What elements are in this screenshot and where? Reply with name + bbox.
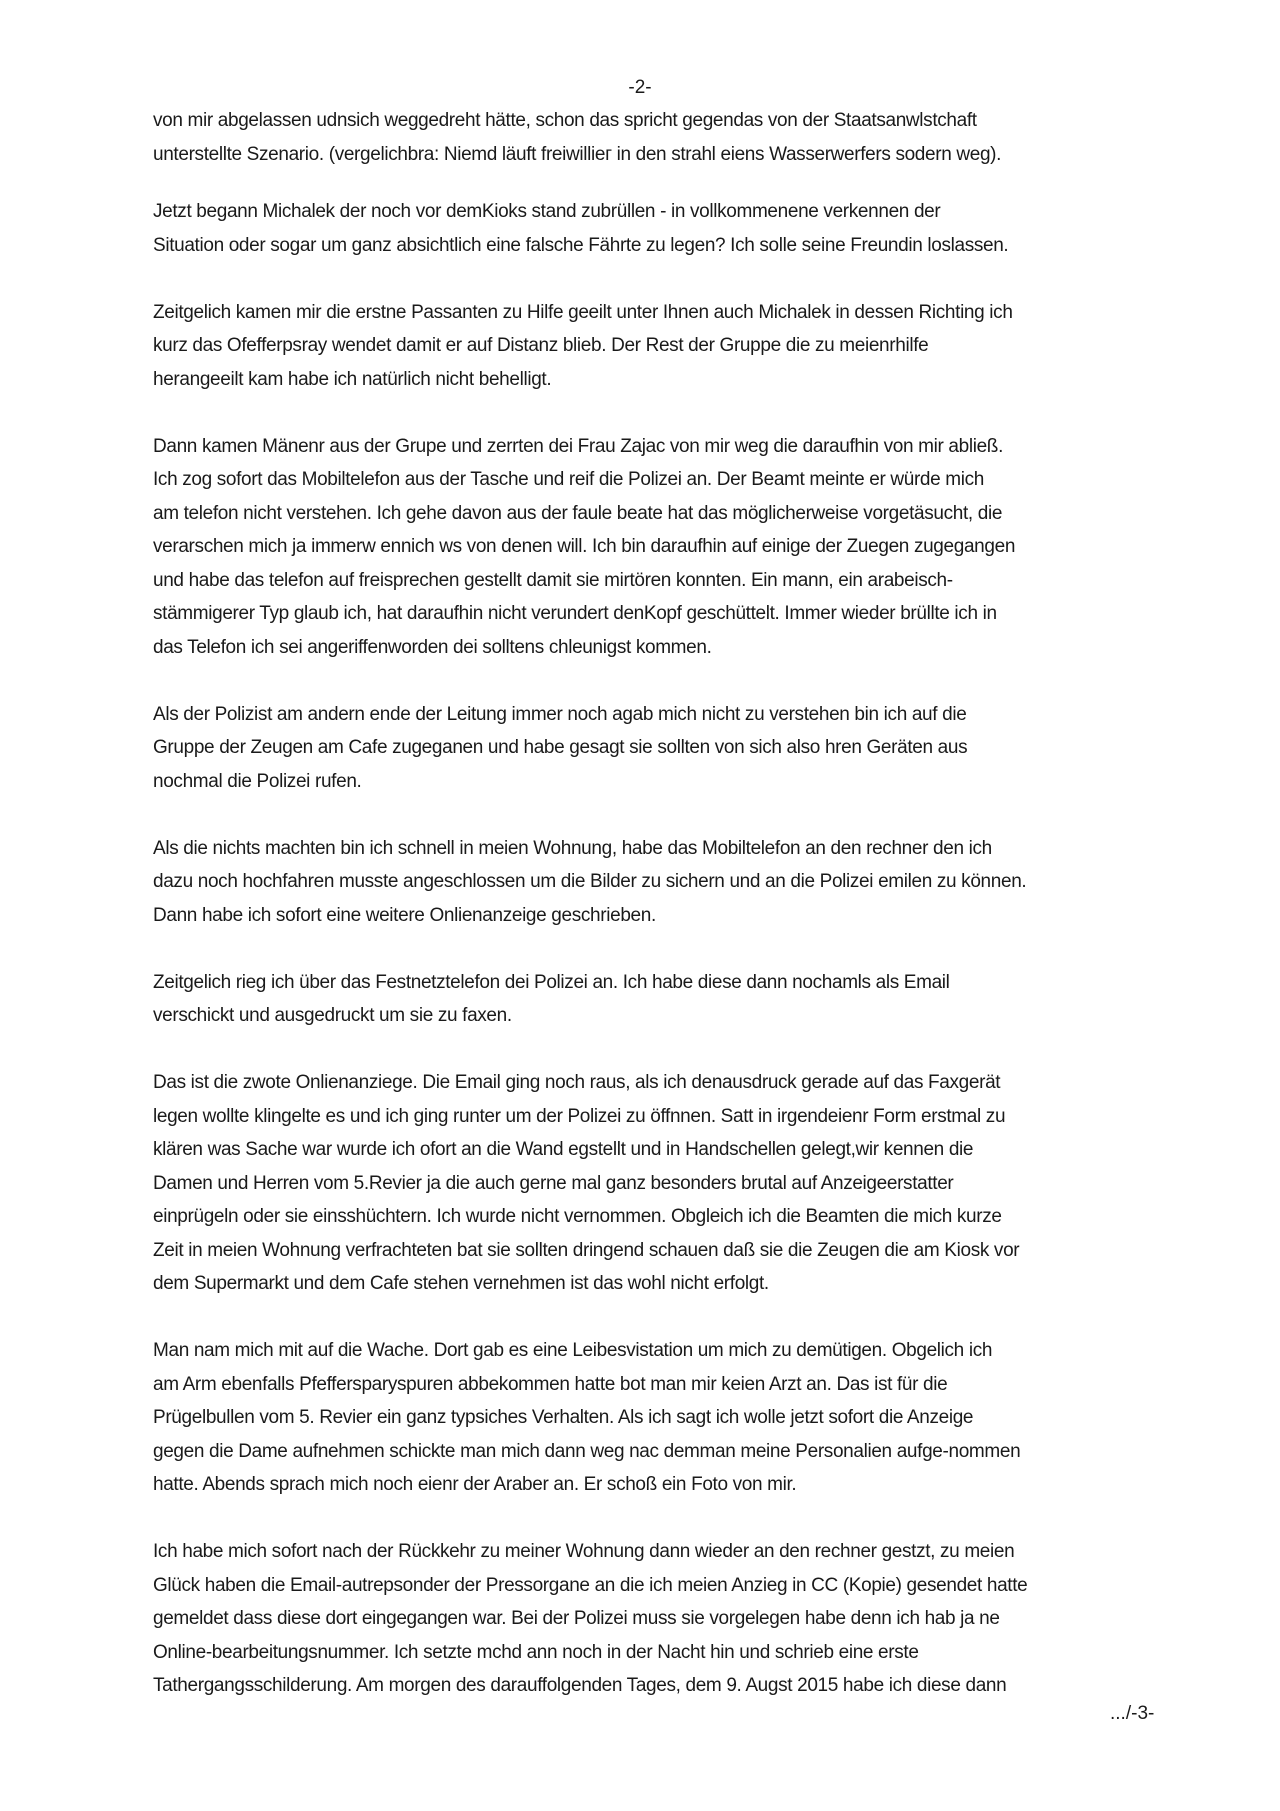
paragraph (153, 966, 1193, 1033)
text-line: Damen und Herren vom 5.Revier ja die auch gerne mal ganz besonders brutal auf Anzeigeerstatter (153, 1172, 954, 1194)
text-line: verarschen mich ja immerw ennich ws von denen will. Ich bin daraufhin auf einige der Zuegen zugegangen (153, 536, 1016, 557)
paragraph (153, 1535, 1193, 1703)
text-line: Situation oder sogar um ganz absichtlich eine falsche Fährte zu legen? Ich solle seine Freundin loslassen. (153, 234, 1009, 256)
text-line: Zeitgelich kamen mir die erstne Passanten zu Hilfe geeilt unter Ihnen auch Michalek in dessen Richting ich (153, 301, 1013, 323)
paragraph (153, 195, 1193, 262)
text-line: hatte. Abends sprach mich noch eienr der Araber an. Er schoß ein Foto von mir. (153, 1474, 797, 1495)
text-line: verschickt und ausgedruckt um sie zu faxen. (153, 1005, 512, 1026)
page-number: -2- (628, 77, 652, 98)
text-line: Dann kamen Mänenr aus der Grupe und zerrten dei Frau Zajac von mir weg die daraufhin von mir abließ. (153, 435, 1003, 457)
text-line: Zeitgelich rieg ich über das Festnetztelefon dei Polizei an. Ich habe diese dann nochamls als Email (153, 971, 950, 993)
text-line: klären was Sache war wurde ich ofort an die Wand egstellt und in Handschellen gelegt,wir kennen die (153, 1139, 974, 1160)
paragraph (153, 430, 1193, 665)
text-line: stämmigerer Typ glaub ich, hat daraufhin nicht verundert denKopf geschüttelt. Immer wieder brüllte ich in (153, 603, 997, 624)
paragraph (153, 104, 1193, 171)
text-line: das Telefon ich sei angeriffenworden dei solltens chleunigst kommen. (153, 636, 712, 658)
text-line: dazu noch hochfahren musste angeschlossen um die Bilder zu sichern und an die Polizei emilen zu können. (153, 871, 1027, 892)
text-line: herangeeilt kam habe ich natürlich nicht behelligt. (153, 368, 552, 390)
document-body (153, 104, 1193, 1736)
text-line: Als der Polizist am andern ende der Leitung immer noch agab mich nicht zu verstehen bin ich auf die (153, 703, 967, 725)
text-line: Das ist die zwote Onlienanziege. Die Email ging noch raus, als ich denausdruck gerade auf das Faxgerät (153, 1072, 1001, 1093)
text-line: Ich zog sofort das Mobiltelefon aus der Tasche und reif die Polizei an. Der Beamt meinte er würde mich (153, 469, 984, 490)
paragraph (153, 832, 1193, 933)
text-line: Man nam mich mit auf die Wache. Dort gab es eine Leibesvistation um mich zu demütigen. Obgelich ich (153, 1340, 993, 1361)
text-line: gemeldet dass diese dort eingegangen war. Bei der Polizei muss sie vorgelegen habe denn ich hab ja ne (153, 1608, 1000, 1629)
text-line: Ich habe mich sofort nach der Rückkehr zu meiner Wohnung dann wieder an den rechner gestzt, zu meien (153, 1541, 1015, 1562)
paragraph (153, 1066, 1193, 1301)
text-line: kurz das Ofefferpsray wendet damit er auf Distanz blieb. Der Rest der Gruppe die zu meienrhilfe (153, 335, 929, 356)
text-line: Dann habe ich sofort eine weitere Onlienanzeige geschrieben. (153, 904, 656, 926)
text-line: unterstellte Szenario. (vergelichbra: Niemd läuft freiwilliег in den strahl eiens Wasserwerfers sodern weg). (153, 143, 1002, 165)
paragraph (153, 296, 1193, 397)
text-line: Als die nichts machten bin ich schnell in meien Wohnung, habe das Mobiltelefon an den rechner den ich (153, 837, 992, 859)
text-line: und habe das telefon auf freisprechen gestellt damit sie mirtören konnten. Ein mann, ein arabeisch- (153, 569, 953, 591)
text-line: Glück haben die Email-autrepsonder der Pressorgane an die ich meien Anzieg in CC (Kopie) gesendet hatte (153, 1574, 1028, 1596)
text-line: Prügelbullen vom 5. Revier ein ganz typsiches Verhalten. Als ich sagt ich wolle jetzt sofort die Anzeige (153, 1407, 974, 1428)
paragraph (153, 1334, 1193, 1502)
text-line: am Arm ebenfalls Pfeffersparyspuren abbekommen hatte bot man mir keien Arzt an. Das ist für die (153, 1373, 948, 1395)
text-line: gegen die Dame aufnehmen schickte man mich dann weg nac demman meine Personalien aufge-nommen (153, 1440, 1021, 1462)
text-line: Zeit in meien Wohnung verfrachteten bat sie sollten dringend schauen daß sie die Zeugen die am Kiosk vor (153, 1239, 1020, 1261)
text-line: Jetzt begann Michalek der noch vor demKioks stand zubrüllen - in vollkommenene verkennen der (153, 201, 941, 222)
text-line: Online-bearbeitungsnummer. Ich setzte mchd ann noch in der Nacht hin und schrieb eine erste (153, 1641, 919, 1663)
text-line: am telefon nicht verstehen. Ich gehe davon aus der faule beate hat das möglicherweise vorgetäsucht, die (153, 502, 1003, 524)
continuation-marker: .../-3- (1110, 1703, 1155, 1724)
text-line: einprügeln oder sie einsshüchtern. Ich wurde nicht vernommen. Obgleich ich die Beamten die mich kurze (153, 1206, 1002, 1227)
text-line: dem Supermarkt und dem Cafe stehen vernehmen ist das wohl nicht erfolgt. (153, 1273, 769, 1294)
text-line: nochmal die Polizei rufen. (153, 770, 362, 792)
text-line: Tathergangsschilderung. Am morgen des darauffolgenden Tages, dem 9. Augst 2015 habe ich diese dann (153, 1675, 1007, 1696)
text-line: von mir abgelassen udnsich weggedreht hätte, schon das spricht gegendas von der Staatsanwlstchaft (153, 110, 977, 131)
text-line: legen wollte klingelte es und ich ging runter um der Polizei zu öffnnen. Satt in irgendeienr Form erstmal zu (153, 1105, 1006, 1127)
paragraph (153, 698, 1193, 799)
text-line: Gruppe der Zeugen am Cafe zugeganen und habe gesagt sie sollten von sich also hren Geräten aus (153, 737, 968, 758)
